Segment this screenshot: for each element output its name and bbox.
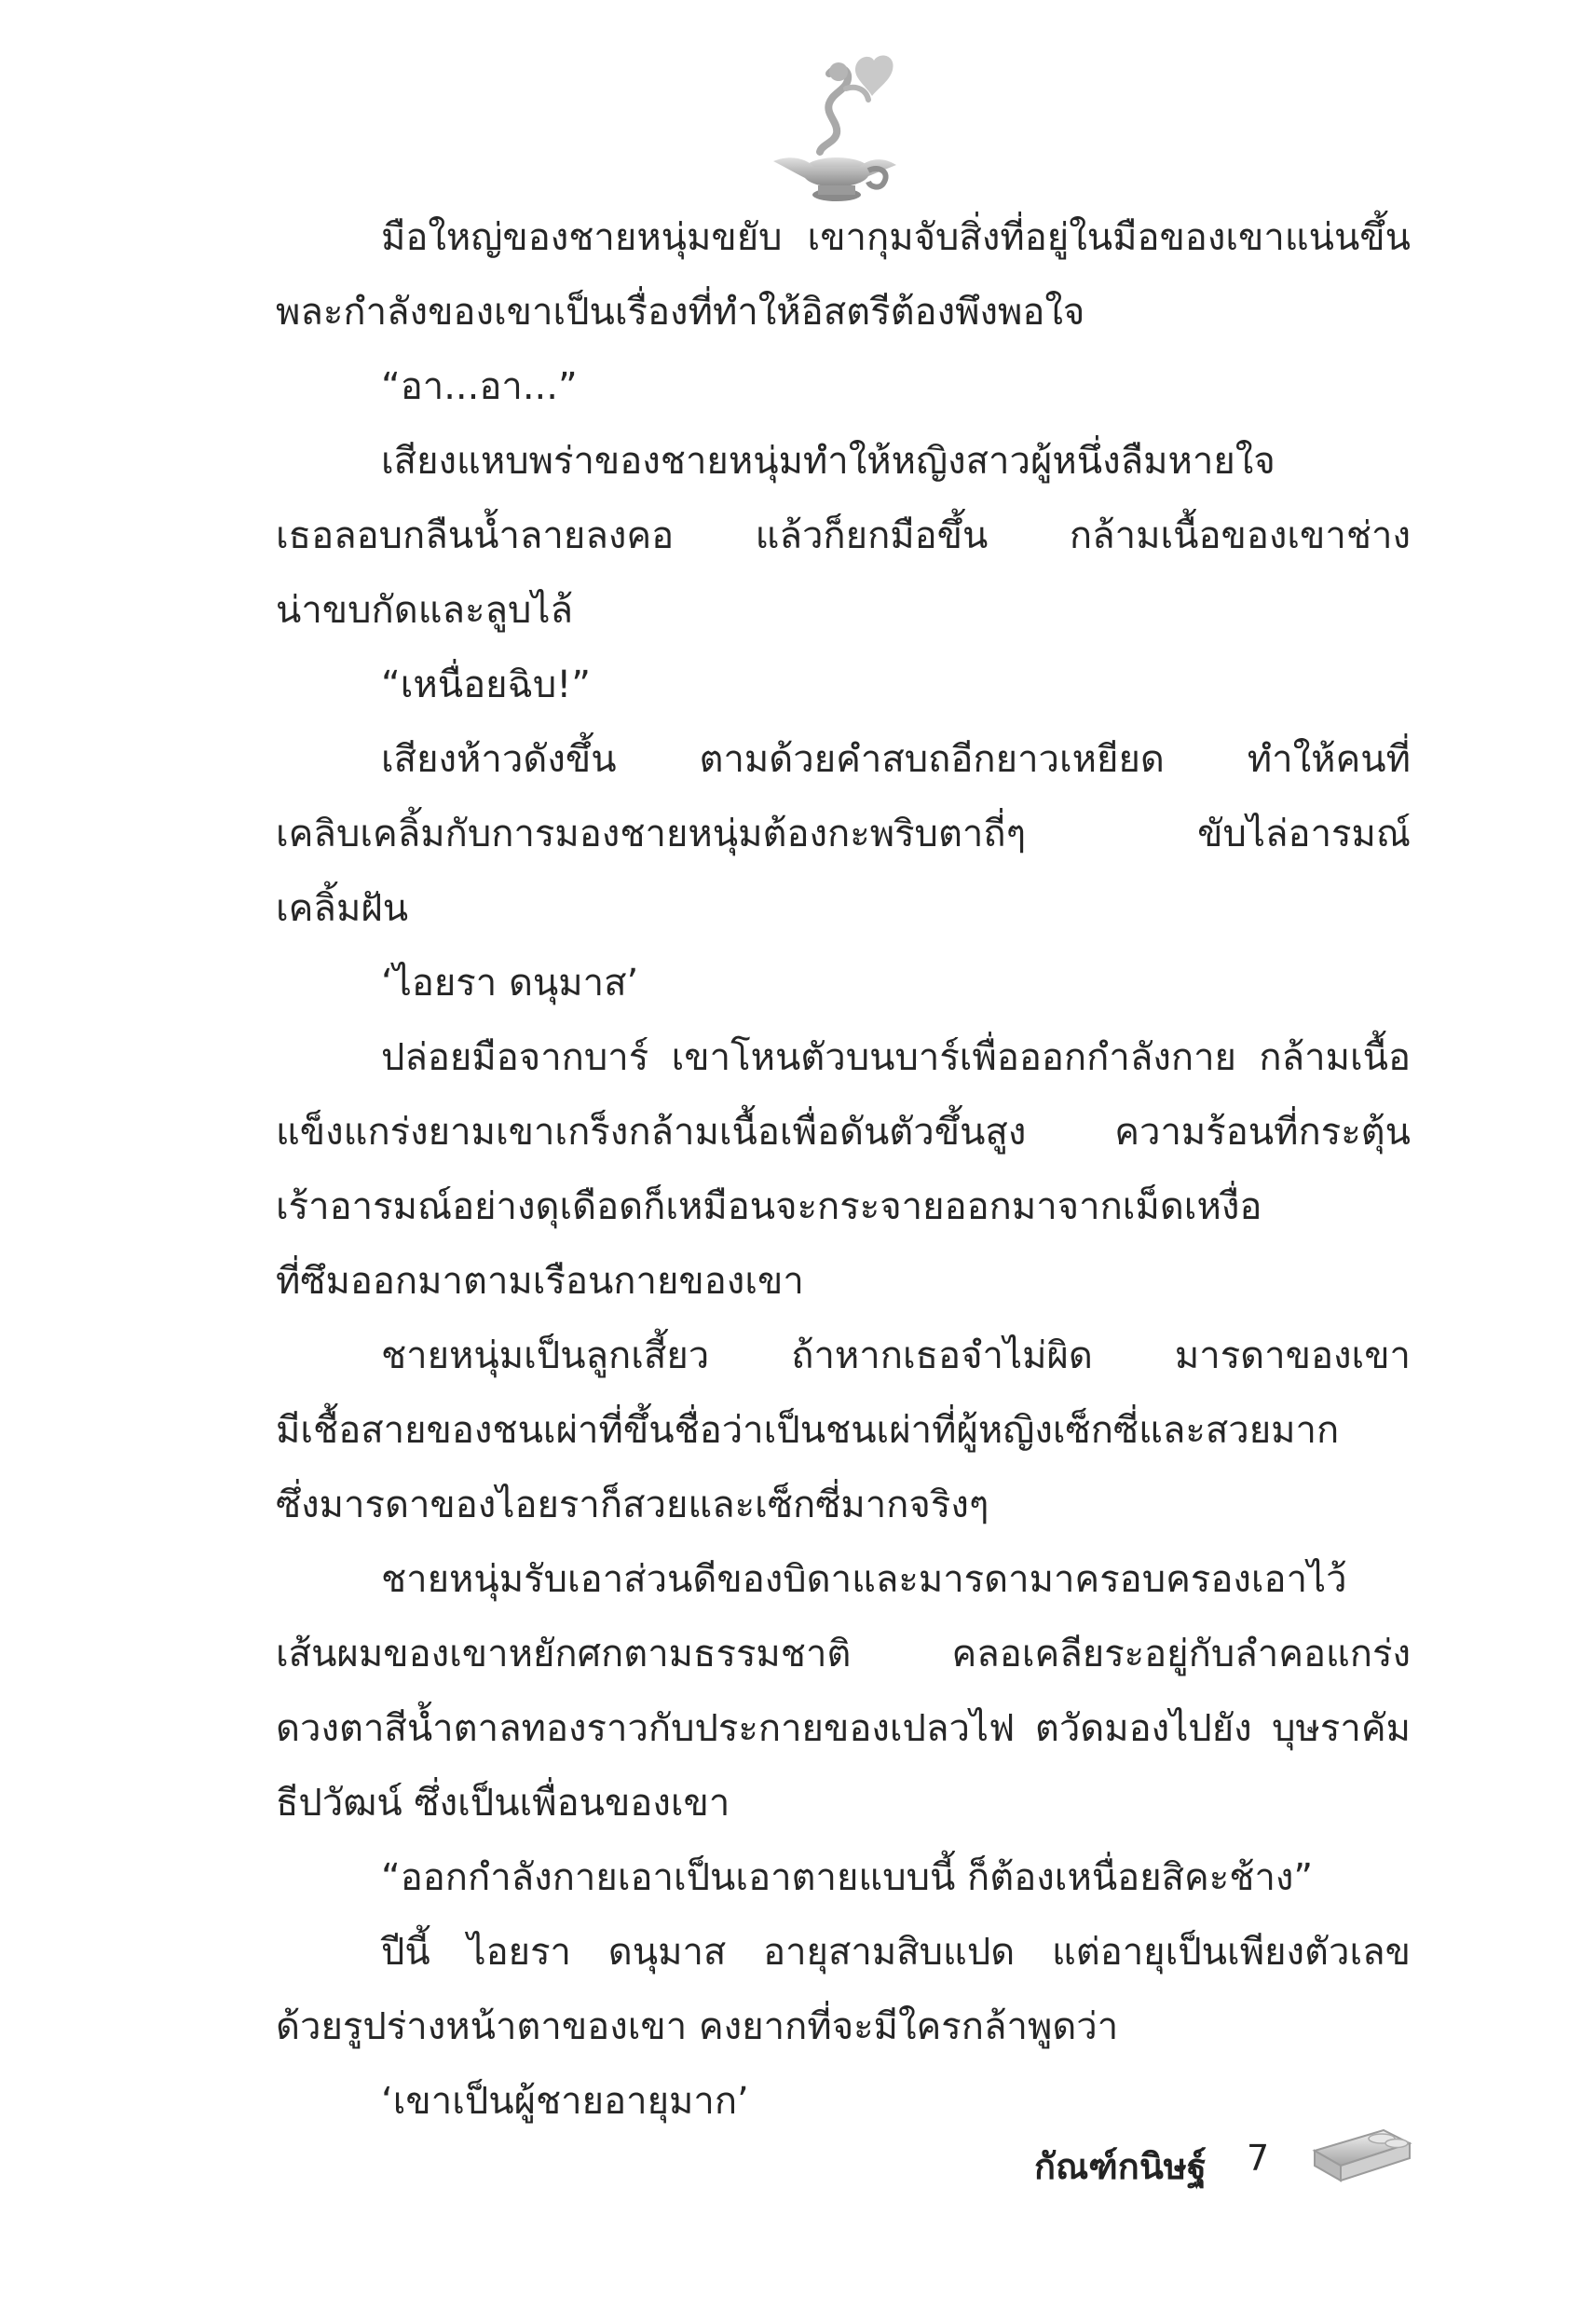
text-line: เคลิบเคลิ้มกับการมองชายหนุ่มต้องกะพริบตาถี่ๆ ขับไล่อารมณ์ xyxy=(276,813,1411,855)
text-line: ชายหนุ่มเป็นลูกเสี้ยว ถ้าหากเธอจำไม่ผิด มารดาของเขา xyxy=(381,1334,1411,1377)
text-line: เร้าอารมณ์อย่างดุเดือดก็เหมือนจะกระจายออกมาจากเม็ดเหงื่อ xyxy=(276,1185,1262,1228)
text-line: เธอลอบกลืนน้ำลายลงคอ แล้วก็ยกมือขึ้น กล้ามเนื้อของเขาช่าง xyxy=(276,514,1411,557)
text-line: ธีปวัฒน์ ซึ่งเป็นเพื่อนของเขา xyxy=(276,1782,730,1825)
footer-book-title: กัณฑ์กนิษฐ์ xyxy=(1034,2146,1207,2187)
text-line: ปีนี้ ไอยรา ดนุมาส อายุสามสิบแปด แต่อายุเป็นเพียงตัวเลข xyxy=(381,1931,1411,1974)
text-line: เสียงแหบพร่าของชายหนุ่มทำให้หญิงสาวผู้หนึ่งลืมหายใจ xyxy=(381,440,1275,483)
text-line: “เหนื่อยฉิบ!” xyxy=(381,663,591,706)
text-line: มือใหญ่ของชายหนุ่มขยับ เขากุมจับสิ่งที่อยู่ในมือของเขาแน่นขึ้น xyxy=(381,216,1411,259)
text-line: ปล่อยมือจากบาร์ เขาโหนตัวบนบาร์เพื่อออกกำลังกาย กล้ามเนื้อ xyxy=(381,1036,1411,1079)
text-line: เส้นผมของเขาหยักศกตามธรรมชาติ คลอเคลียระอยู่กับลำคอแกร่ง xyxy=(276,1633,1411,1675)
body-text xyxy=(276,200,1411,2139)
text-line: ‘ไอยรา ดนุมาส’ xyxy=(381,962,639,1005)
text-line: “อา...อา...” xyxy=(381,365,578,408)
text-line: ที่ซึมออกมาตามเรือนกายของเขา xyxy=(276,1260,804,1303)
text-line: “ออกกำลังกายเอาเป็นเอาตายแบบนี้ ก็ต้องเหนื่อยสิคะช้าง” xyxy=(381,1856,1314,1899)
text-line: ชายหนุ่มรับเอาส่วนดีของบิดาและมารดามาครอบครองเอาไว้ xyxy=(381,1558,1347,1601)
text-line: ‘เขาเป็นผู้ชายอายุมาก’ xyxy=(381,2080,749,2123)
text-line: ด้วยรูปร่างหน้าตาของเขา คงยากที่จะมีใครกล้าพูดว่า xyxy=(276,2005,1119,2048)
page-number: 7 xyxy=(1247,2138,1270,2179)
genie-lamp-icon xyxy=(764,51,913,214)
bed-icon xyxy=(1309,2123,1413,2188)
text-line: น่าขบกัดและลูบไล้ xyxy=(276,589,574,632)
text-line: ซึ่งมารดาของไอยราก็สวยและเซ็กซี่มากจริงๆ xyxy=(276,1484,989,1526)
text-line: ดวงตาสีน้ำตาลทองราวกับประกายของเปลวไฟ ตวัดมองไปยัง บุษราคัม xyxy=(276,1707,1411,1750)
text-line: มีเชื้อสายของชนเผ่าที่ขึ้นชื่อว่าเป็นชนเผ่าที่ผู้หญิงเซ็กซี่และสวยมาก xyxy=(276,1409,1340,1452)
text-line: แข็งแกร่งยามเขาเกร็งกล้ามเนื้อเพื่อดันตัวขึ้นสูง ความร้อนที่กระตุ้น xyxy=(276,1111,1411,1154)
text-line: พละกำลังของเขาเป็นเรื่องที่ทำให้อิสตรีต้องพึงพอใจ xyxy=(276,291,1085,334)
text-line: เคลิ้มฝัน xyxy=(276,887,409,930)
text-line: เสียงห้าวดังขึ้น ตามด้วยคำสบถอีกยาวเหยียด ทำให้คนที่ xyxy=(381,738,1411,781)
